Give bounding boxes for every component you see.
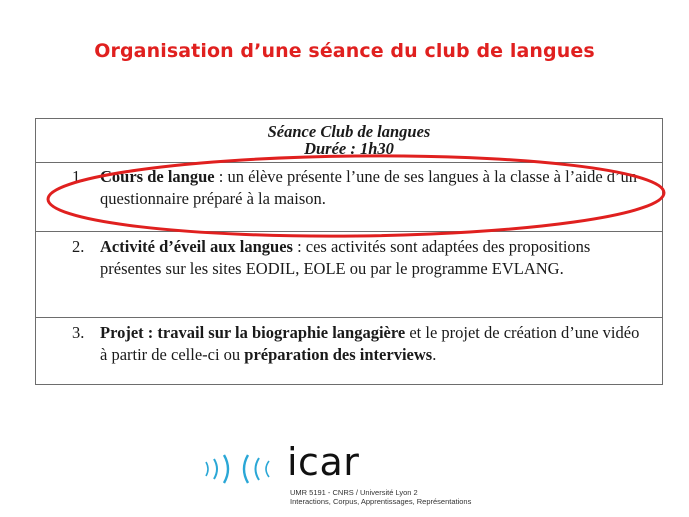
sound-waves-icon	[203, 452, 285, 486]
logo-subtitle-line1: UMR 5191 - CNRS / Université Lyon 2	[290, 488, 418, 497]
table-row	[36, 318, 662, 384]
row-bold-label: Cours de langue	[100, 167, 215, 186]
row-description: et le projet de création d’une vidéo à partir de celle-ci ou	[100, 323, 640, 364]
slide-title: Organisation d’une séance du club de langues	[94, 40, 595, 62]
table-header-title: Séance Club de langues	[267, 122, 431, 141]
table-row	[36, 163, 662, 232]
row-description-end: .	[432, 345, 437, 364]
session-table	[35, 118, 663, 385]
row-text	[100, 322, 648, 366]
row-number: 3.	[72, 323, 85, 342]
row-text	[100, 236, 648, 280]
row-number: 2.	[72, 237, 85, 256]
row-bold-label: Activité d’éveil aux langues	[100, 237, 293, 256]
logo-subtitle-line2: Interactions, Corpus, Apprentissages, Représentations	[290, 497, 472, 506]
table-row	[36, 232, 662, 318]
icar-logo	[203, 440, 503, 510]
table-header-duration: Durée : 1h30	[304, 139, 394, 158]
row-bold-label: Projet : travail sur la biographie langagière	[100, 323, 406, 342]
row-bold-label-2: préparation des interviews	[244, 345, 433, 364]
row-description: : ces activités sont adaptées des propositions présentes sur les sites EODIL, EOLE ou par le programme EVLANG.	[100, 237, 591, 278]
table-header	[36, 119, 662, 163]
row-description: : un élève présente l’une de ses langues à la classe à l’aide d’un questionnaire préparé à la maison.	[100, 167, 638, 208]
row-number: 1.	[72, 167, 85, 186]
logo-wordmark: icar	[287, 440, 360, 484]
row-text	[100, 166, 648, 210]
